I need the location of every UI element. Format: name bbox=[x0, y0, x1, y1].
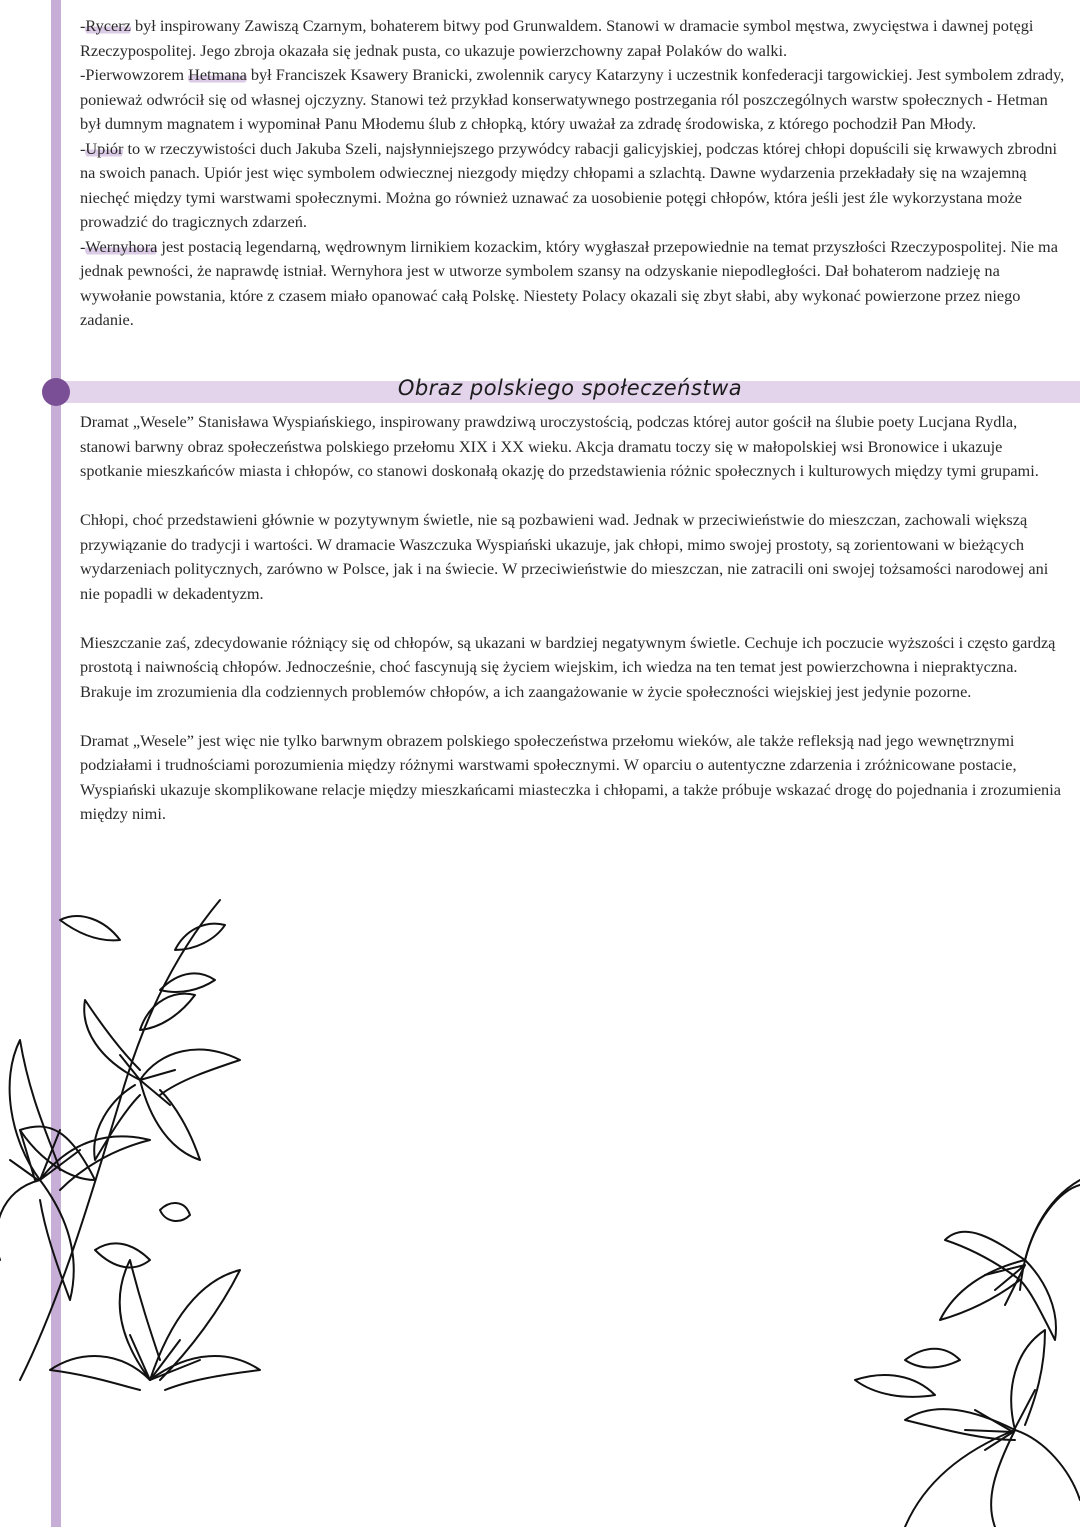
paragraph-mieszczanie: Mieszczanie zaś, zdecydowanie różniący się od chłopów, są ukazani w bardziej negatywnym świetle. Cechuje ich poczucie wyższości i często gardzą prostotą i naiwnością chłopów. Jednocześnie, choć fascynują się życiem wiejskim, ich wiedza na ten temat jest powierzchowna i niepraktyczna. Brakuje im zrozumienia dla codziennych problemów chłopów, a ich zaangażowanie w życie społeczności wiejskiej jest jedynie pozorne. bbox=[80, 632, 1056, 701]
highlight-hetman: Hetmana bbox=[188, 65, 247, 84]
paragraph-chlopi: Chłopi, choć przedstawieni głównie w pozytywnym świetle, nie są pozbawieni wad. Jednak w przeciwieństwie do mieszczan, zachowali większą przywiązanie do tradycji i wartości. W dramacie Waszczuka Wyspiański ukazuje, jak chłopi, mimo swojej prostoty, są zorientowani w bieżących wydarzeniach politycznych, zarówno w Polsce, jak i na świecie. W przeciwieństwie do mieszczan, nie zatracili oni swojej tożsamości narodowej ani nie popadli w dekadentyzm. bbox=[80, 510, 1049, 603]
highlight-upior: Upiór bbox=[85, 138, 124, 158]
paragraph-conclusion: Dramat „Wesele” jest więc nie tylko barwnym obrazem polskiego społeczeństwa przełomu wieków, ale także refleksją nad jego wewnętrznymi podziałami i trudnościami porozumienia między różnymi warstwami społecznymi. W oparciu o autentyczne zdarzenia i zróżnicowane postacie, Wyspiański ukazuje skomplikowane relacje między mieszkańcami miasteczka i chłopami, a także próbuje wskazać drogę do pojednania i zrozumienia między nimi. bbox=[80, 730, 1061, 823]
note-hetman: -Pierwowzorem Hetmana był Franciszek Ksawery Branicki, zwolennik carycy Katarzyny i uczestnik konfederacji targowickiej. Jest symbolem zdrady, ponieważ odwrócił się od własnej ojczyzny. Stanowi też przykład konserwatywnego postrzegania ról poszczególnych warstw społecznych - Hetman był dumnym magnatem i wypominał Panu Młodemu ślub z chłopką, który uważał za zdradę środowiska, z którego pochodził Pan Młody. bbox=[80, 65, 1065, 133]
note-wernyhora: -Wernyhora jest postacią legendarną, wędrownym lirnikiem kozackim, który wygłaszał przepowiednie na temat przyszłości Rzeczypospolitej. Nie ma jednak pewności, że naprawdę istniał. Wernyhora jest w utworze symbolem szansy na odzyskanie niepodległości. Dał bohaterom nadzieję na wywołanie powstania, które z czasem miało opanować całą Polskę. Niestety Polacy okazali się zbyt słabi, aby wykonać powierzone przez niego zadanie. bbox=[80, 236, 1058, 329]
section-title: Obraz polskiego społeczeństwa bbox=[397, 376, 743, 400]
highlight-wernyhora: Wernyhora bbox=[85, 236, 158, 256]
paragraph-intro: Dramat „Wesele” Stanisława Wyspiańskiego, inspirowany prawdziwą uroczystością, podczas której autor gościł na ślubie poety Lucjana Rydla, stanowi barwny obraz społeczeństwa polskiego przełomu XIX i XX wieku. Akcja dramatu toczy się w małopolskiej wsi Bronowice i ukazuje spotkanie mieszkańców miasta i chłopów, co stanowi doskonałą okazję do przedstawienia różnic społecznych i kulturowych między tymi grupami. bbox=[80, 412, 1039, 480]
highlight-rycerz: Rycerz bbox=[85, 16, 131, 35]
lily-illustration-right-icon bbox=[845, 1140, 1080, 1527]
section-body bbox=[80, 410, 1065, 827]
lily-illustration-left-icon bbox=[0, 880, 270, 1400]
character-notes bbox=[80, 14, 1065, 333]
note-upior: -Upiór to w rzeczywistości duch Jakuba Szeli, najsłynniejszego przywódcy rabacji galicyjskiej, podczas której chłopi dopuścili się krwawych zbrodni na swoich panach. Upiór jest więc symbolem odwiecznej niezgody między chłopami a szlachtą. Dawne wydarzenia przekładały się na wzajemną niechęć między tymi warstwami społecznymi. Można go również uznawać za uosobienie potęgi chłopów, która jeśli jest źle wykorzystana może prowadzić do tragicznych zdarzeń. bbox=[80, 138, 1058, 231]
note-rycerz: -Rycerz był inspirowany Zawiszą Czarnym, bohaterem bitwy pod Grunwaldem. Stanowi w dramacie symbol męstwa, zwycięstwa i dawnej potęgi Rzeczypospolitej. Jego zbroja okazała się jednak pusta, co ukazuje powierzchowny zapał Polaków do walki. bbox=[80, 16, 1034, 60]
